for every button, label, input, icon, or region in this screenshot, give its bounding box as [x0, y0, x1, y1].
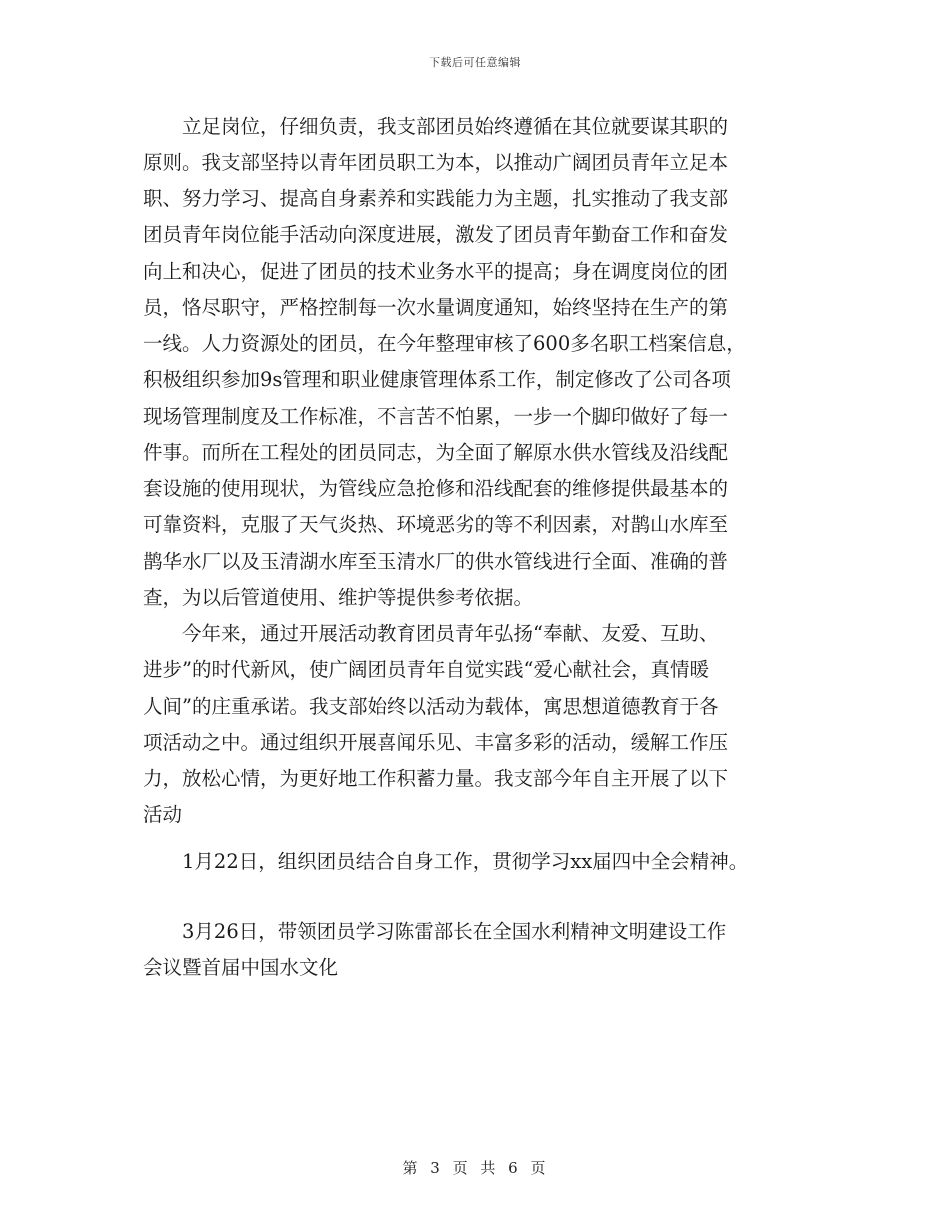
text-line: 一线。人力资源处的团员，在今年整理审核了600多名职工档案信息， [143, 332, 746, 355]
text-line: 件事。而所在工程处的团员同志，为全面了解原水供水管线及沿线配 [143, 441, 729, 464]
text-line: 鹊华水厂以及玉清湖水库至玉清水厂的供水管线进行全面、准确的普 [143, 550, 729, 573]
page-header: 下载后可任意编辑 [429, 56, 521, 69]
page-number-footer: 第 3 页 共 6 页 [402, 1159, 548, 1177]
text-line: 可靠资料，克服了天气炎热、环境恶劣的等不利因素，对鹊山水库至 [143, 513, 729, 536]
text-line: 套设施的使用现状，为管线应急抢修和沿线配套的维修提供最基本的 [143, 477, 729, 500]
text-line: 原则。我支部坚持以青年团员职工为本，以推动广阔团员青年立足本 [143, 151, 729, 174]
text-line: 积极组织参加9s管理和职业健康管理体系工作，制定修改了公司各项 [143, 368, 731, 391]
text-line: 现场管理制度及工作标准，不言苦不怕累，一步一个脚印做好了每一 [143, 405, 729, 428]
text-line: 立足岗位，仔细负责，我支部团员始终遵循在其位就要谋其职的 [143, 115, 729, 138]
text-line: 项活动之中。通过组织开展喜闻乐见、丰富多彩的活动，缓解工作压 [143, 731, 729, 754]
text-line: 职、努力学习、提高自身素养和实践能力为主题，扎实推动了我支部 [143, 187, 729, 210]
text-line: 活动 [143, 803, 183, 826]
text-line: 力，放松心情，为更好地工作积蓄力量。我支部今年自主开展了以下 [143, 767, 729, 790]
text-line: 向上和决心，促进了团员的技术业务水平的提高；身在调度岗位的团 [143, 260, 729, 283]
text-line: 会议暨首届中国水文化 [143, 956, 339, 979]
text-line: 今年来，通过开展活动教育团员青年弘扬“奉献、友爱、互助、 [143, 622, 719, 645]
text-line: 1月22日，组织团员结合自身工作，贯彻学习xx届四中全会精神。 [143, 850, 749, 873]
text-line: 员，恪尽职守，严格控制每一次水量调度通知，始终坚持在生产的第 [143, 296, 729, 319]
text-line: 进步”的时代新风，使广阔团员青年自觉实践“爱心献社会，真情暖 [143, 658, 709, 681]
text-line: 团员青年岗位能手活动向深度进展，激发了团员青年勤奋工作和奋发 [143, 223, 729, 246]
text-line: 查，为以后管道使用、维护等提供参考依据。 [143, 586, 534, 609]
text-line: 人间”的庄重承诺。我支部始终以活动为载体，寓思想道德教育于各 [143, 695, 719, 718]
text-line: 3月26日，带领团员学习陈雷部长在全国水利精神文明建设工作 [143, 920, 727, 943]
